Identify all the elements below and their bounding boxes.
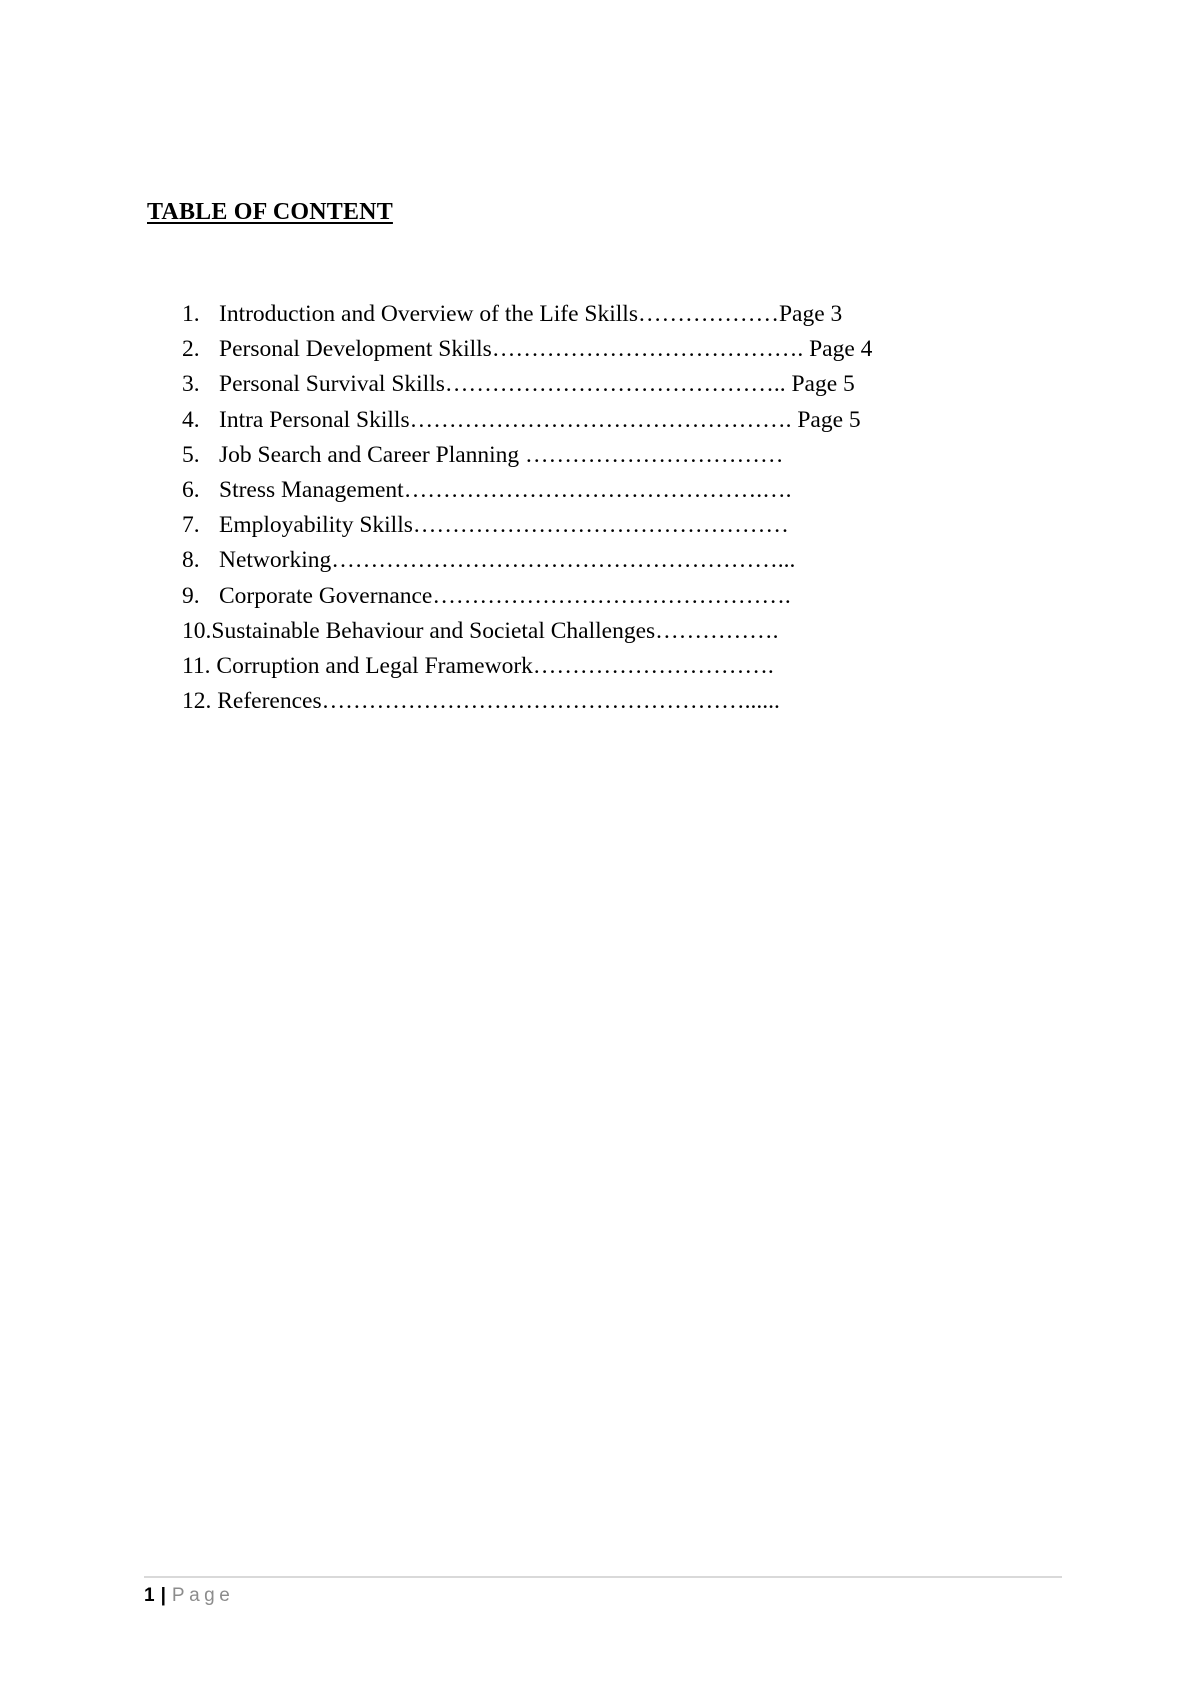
toc-item-text: Personal Development Skills…………………………………. Page 4: [219, 336, 873, 363]
toc-item-text: Intra Personal Skills…………………………………………. Page 5: [219, 406, 861, 433]
footer-divider: [144, 1576, 1062, 1578]
toc-item-number: 3.: [182, 371, 200, 398]
toc-title: TABLE OF CONTENT: [147, 199, 393, 225]
toc-item: [182, 684, 872, 719]
toc-item-text: Stress Management……………………………………….….: [219, 476, 792, 503]
toc-item-number: 6.: [182, 476, 200, 503]
toc-item-number: 5.: [182, 441, 200, 468]
toc-list: [182, 297, 872, 719]
toc-item: [182, 579, 872, 614]
toc-item: [182, 367, 872, 402]
toc-item: [182, 297, 872, 332]
toc-item: [182, 473, 872, 508]
page-footer: [144, 1583, 234, 1609]
toc-item-text: Corruption and Legal Framework………………………….: [210, 652, 774, 679]
toc-item-text: Introduction and Overview of the Life Skills………………Page 3: [219, 301, 843, 327]
toc-item-number: 4.: [182, 406, 200, 433]
toc-item: [182, 438, 872, 473]
toc-item-text: Employability Skills…………………………………………: [219, 512, 789, 539]
toc-item: [182, 649, 872, 684]
page-label: Page: [171, 1585, 235, 1606]
toc-item-text: Corporate Governance……………………………………….: [219, 582, 791, 609]
footer-separator: |: [160, 1585, 166, 1606]
toc-item-number: 11.: [182, 652, 211, 679]
toc-item-text: References………………………………………………......: [211, 688, 780, 715]
toc-item: [182, 543, 872, 578]
toc-item-number: 2.: [182, 336, 200, 363]
page-number: 1: [144, 1585, 155, 1606]
toc-item-text: Networking…………………………………………………...: [219, 547, 796, 574]
toc-item-text: Sustainable Behaviour and Societal Challenges…………….: [211, 617, 779, 644]
toc-item-number: 12.: [182, 688, 212, 715]
toc-item-number: 7.: [182, 512, 200, 539]
toc-item: [182, 508, 872, 543]
toc-item-number: 9.: [182, 582, 200, 609]
toc-item-number: 8.: [182, 547, 200, 574]
toc-item: [182, 614, 872, 649]
toc-item-number: 10.: [182, 617, 212, 644]
toc-item: [182, 403, 872, 438]
toc-item-text: Job Search and Career Planning ……………………………: [219, 441, 784, 468]
toc-item-text: Personal Survival Skills…………………………………….. Page 5: [219, 371, 855, 398]
toc-item-number: 1.: [182, 301, 200, 327]
toc-item: [182, 332, 872, 367]
